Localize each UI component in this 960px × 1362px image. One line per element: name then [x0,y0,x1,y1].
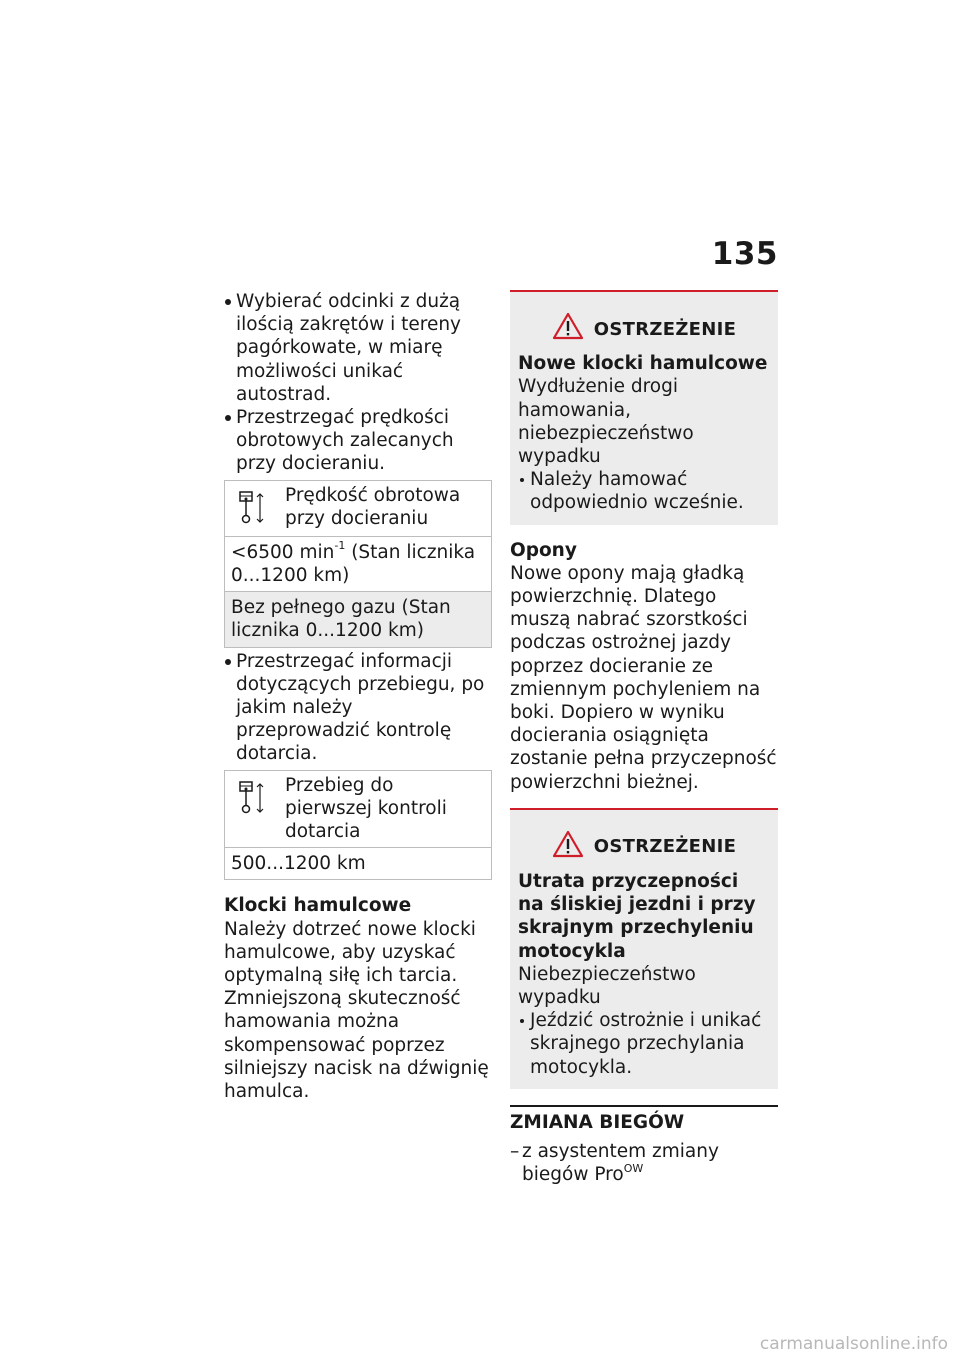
warning-box [510,290,778,525]
table-header [225,771,491,849]
warning-label: OSTRZEŻENIE [593,318,737,340]
warning-header [518,830,770,864]
left-column [224,290,492,1103]
page-number: 135 [711,236,778,272]
warning-bullet: Jeździć ostrożnie i unikać skrajnego przechylania motocykla. [518,1009,770,1079]
warning-box [510,808,778,1089]
option-superscript: OW [623,1162,644,1176]
right-column [510,290,778,1189]
warning-subtitle: Utrata przyczepności na śliskiej jezdni i przy skrajnym przechyleniu motocykla [518,871,756,962]
table-row: <6500 $\min^{-1} (Stan$ licznika 0...1200 km) [225,537,491,592]
brakes-heading: Klocki hamulcowe [224,895,412,917]
break-in-rpm-table [224,480,492,648]
tires-paragraph: Nowe opony mają gładką powierzchnię. Dlatego muszą nabrać szorstkości podczas ostrożnej jazdy poprzez docieranie ze zmiennym pochyleniem na boki. Dopiero w wyniku docierania osiągnięta zostanie pełna przyczepność powierzchni bieżnej. [510,562,777,793]
table-header-text: Przebieg do pierwszej kontroli dotarcia [285,774,447,843]
engine-piston-icon [237,484,273,532]
warning-subtitle: Nowe klocki hamulcowe [518,353,768,375]
gear-assist-line: – z asystentem zmiany biegów Pro$^{OW}$ [510,1141,719,1186]
brakes-paragraph: Należy dotrzeć nowe klocki hamulcowe, aby uzyskać optymalną siłę ich tarcia. Zmniejszoną skuteczność hamowania można skompensować poprzez silniejszy nacisk na dźwignię hamulca. [224,918,489,1103]
warning-text: Niebezpieczeństwo wypadku [518,963,696,1009]
table-row: 500...1200 km [225,848,491,879]
section-title: ZMIANA BIEGÓW [510,1105,778,1134]
warning-header [518,312,770,346]
warning-text: Wydłużenie drogi hamowania, niebezpieczeństwo wypadku [518,376,694,468]
table-header-text: Prędkość obrotowa przy docieraniu [285,484,461,529]
warning-triangle-icon [552,830,584,864]
table-row: Bez pełnego gazu (Stan licznika 0...1200 km) [225,592,491,646]
bullet-item: Przestrzegać informacji dotyczących przebiegu, po jakim należy przeprowadzić kontrolę dotarcia. [224,650,492,766]
first-inspection-table [224,770,492,881]
watermark: carmanualsonline.info [759,1334,948,1354]
warning-label: OSTRZEŻENIE [593,836,737,858]
warning-bullet: Należy hamować odpowiednio wcześnie. [518,468,770,514]
bullet-item: Wybierać odcinki z dużą ilością zakrętów i tereny pagórkowate, w miarę możliwości unikać autostrad. [224,290,492,406]
engine-piston-icon [237,774,273,844]
tires-heading: Opony [510,539,577,561]
warning-triangle-icon [552,312,584,346]
table-header [225,481,491,537]
bullet-item: Przestrzegać prędkości obrotowych zalecanych przy docieraniu. [224,406,492,476]
